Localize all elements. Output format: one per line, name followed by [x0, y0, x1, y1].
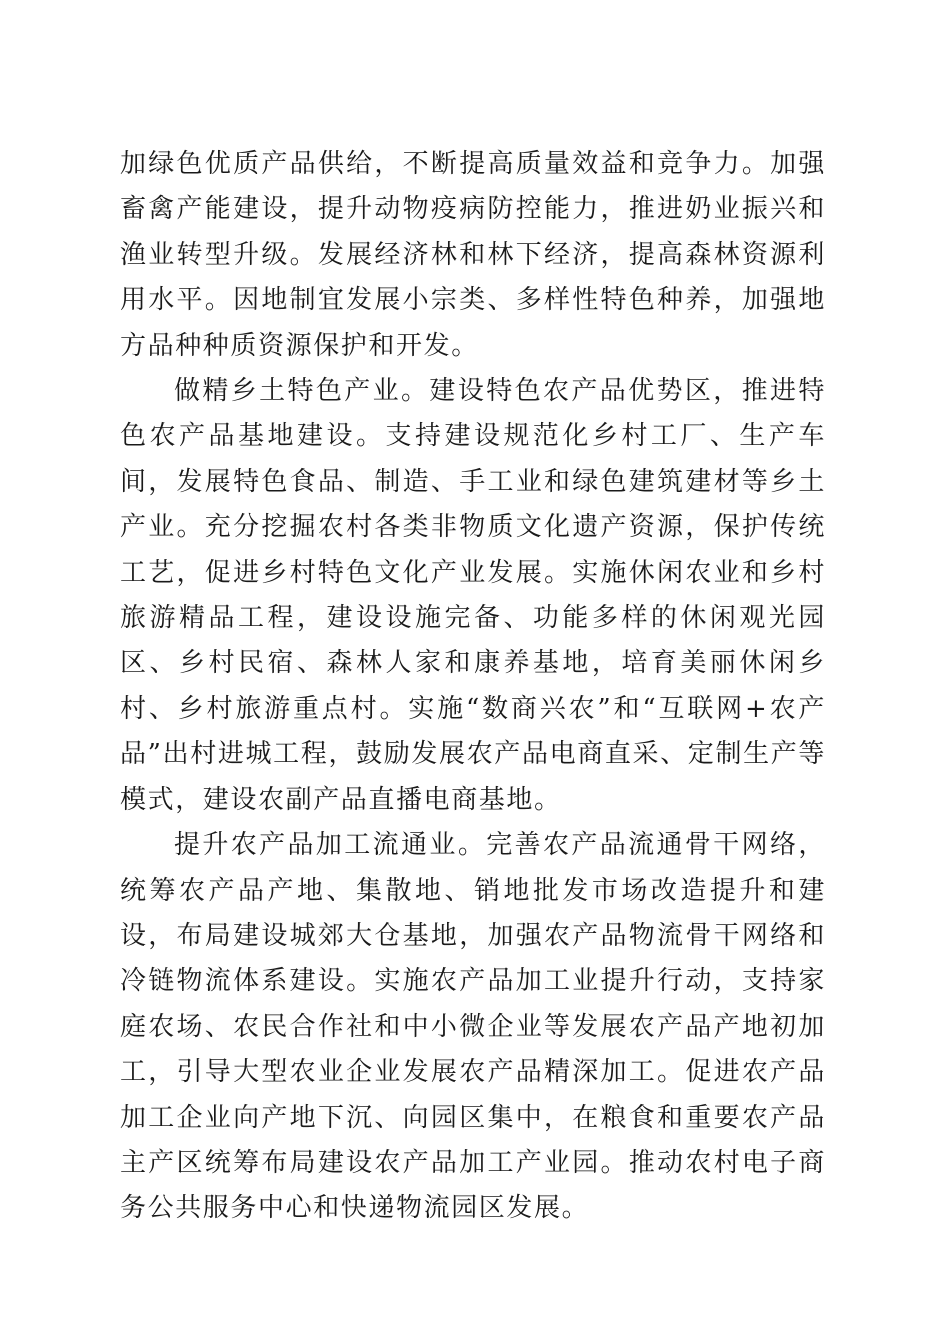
paragraph-local-specialty-industry: 做精乡土特色产业。建设特色农产品优势区，推进特色农产品基地建设。支持建设规范化乡村工厂、生产车间，发展特色食品、制造、手工业和绿色建筑建材等乡土产业。充分挖掘农村各类非物质文化遗产资源，保护传统工艺，促进乡村特色文化产业发展。实施休闲农业和乡村旅游精品工程，建设设施完备、功能多样的休闲观光园区、乡村民宿、森林人家和康养基地，培育美丽休闲乡村、乡村旅游重点村。实施“数商兴农”和“互联网+农产品”出村进城工程，鼓励发展农产品电商直采、定制生产等模式，建设农副产品直播电商基地。 [120, 376, 826, 815]
paragraph-continuation: 加绿色优质产品供给，不断提高质量效益和竞争力。加强畜禽产能建设，提升动物疫病防控能力，推进奶业振兴和渔业转型升级。发展经济林和林下经济，提高森林资源利用水平。因地制宜发展小宗类、多样性特色种养，加强地方品种种质资源保护和开发。 [120, 149, 826, 361]
paragraph-processing-circulation: 提升农产品加工流通业。完善农产品流通骨干网络，统筹农产品产地、集散地、销地批发市场改造提升和建设，布局建设城郊大仓基地，加强农产品物流骨干网络和冷链物流体系建设。实施农产品加工业提升行动，支持家庭农场、农民合作社和中小微企业等发展农产品产地初加工，引导大型农业企业发展农产品精深加工。促进农产品加工企业向产地下沉、向园区集中，在粮食和重要农产品主产区统筹布局建设农产品加工产业园。推动农村电子商务公共服务中心和快递物流园区发展。 [120, 830, 826, 1224]
body-text [120, 142, 826, 1232]
